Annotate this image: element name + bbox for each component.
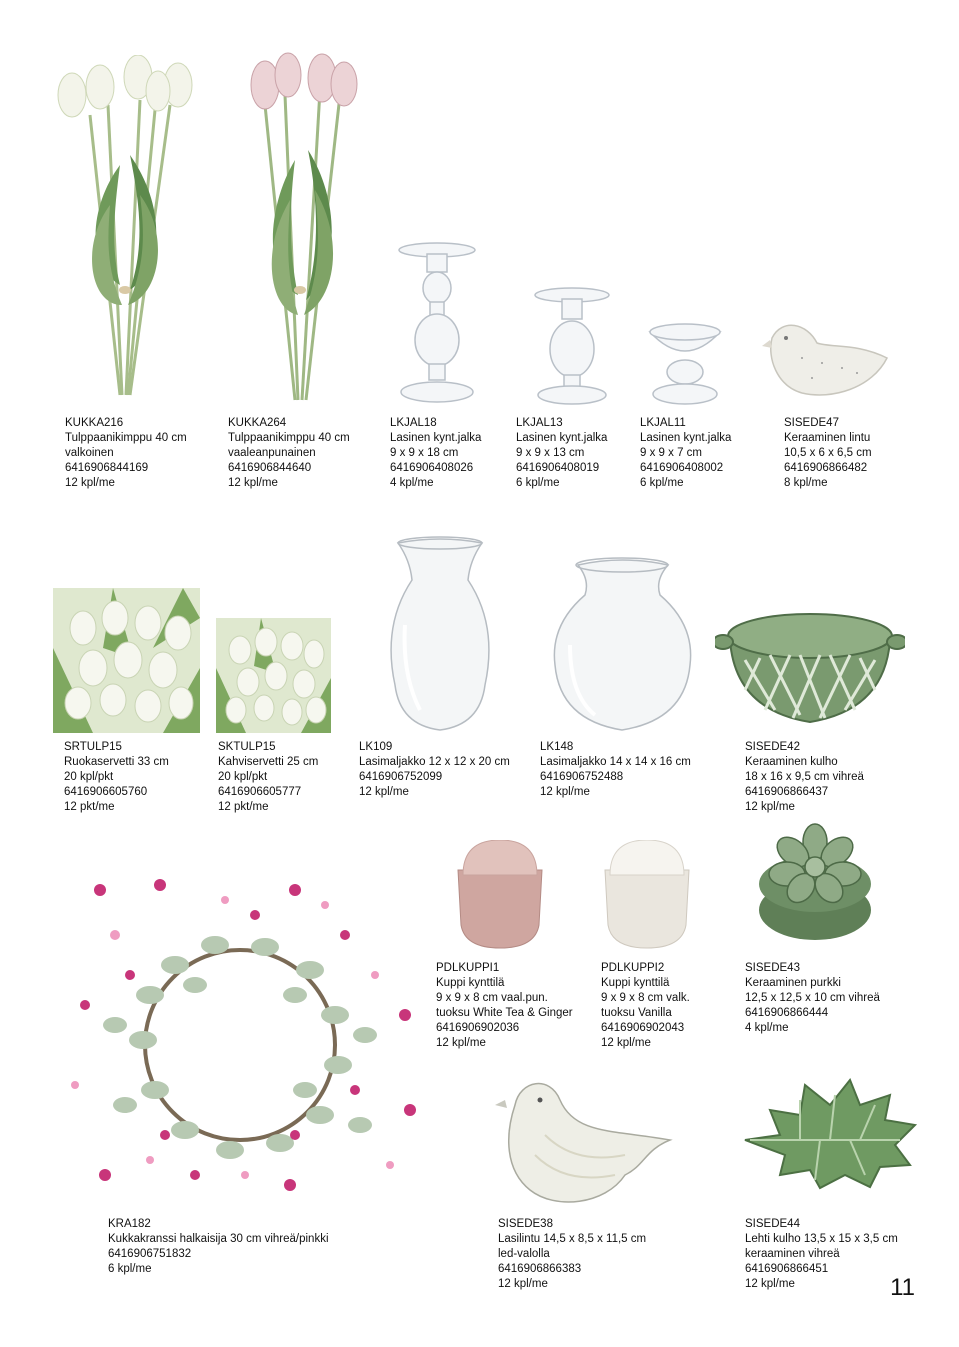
product-line: 6416906752488 bbox=[540, 771, 624, 783]
product-line: 8 kpl/me bbox=[784, 477, 828, 489]
product-line: 9 x 9 x 18 cm bbox=[390, 447, 459, 459]
product-line: 6416906408026 bbox=[390, 462, 474, 474]
napkin-33-image bbox=[53, 588, 200, 733]
product-line: 4 kpl/me bbox=[745, 1022, 789, 1034]
product-line: 12 kpl/me bbox=[436, 1037, 486, 1049]
product-line: 12 pkt/me bbox=[218, 801, 269, 813]
product-line: Ruokaservetti 33 cm bbox=[64, 756, 169, 768]
product-line: 12 kpl/me bbox=[359, 786, 409, 798]
product-kra182 bbox=[108, 1217, 329, 1277]
product-line: Lasimaljakko 12 x 12 x 20 cm bbox=[359, 756, 510, 768]
product-line: 9 x 9 x 7 cm bbox=[640, 447, 702, 459]
product-code: SISEDE38 bbox=[498, 1218, 553, 1230]
flower-wreath-image bbox=[55, 875, 425, 1205]
glass-candleholder-13-image bbox=[530, 285, 615, 408]
napkin-25-image bbox=[216, 618, 331, 733]
product-line: 6416906866383 bbox=[498, 1263, 582, 1275]
product-line: Lasinen kynt.jalka bbox=[516, 432, 608, 444]
product-line: Tulppaanikimppu 40 cm bbox=[228, 432, 350, 444]
product-sisede42 bbox=[745, 740, 864, 815]
leaf-bowl-image bbox=[740, 1075, 918, 1190]
product-line: 6416906866444 bbox=[745, 1007, 829, 1019]
product-line: Kuppi kynttilä bbox=[436, 977, 505, 989]
product-line: 6416906866437 bbox=[745, 786, 829, 798]
product-line: 6 kpl/me bbox=[516, 477, 560, 489]
product-line: 6416906408002 bbox=[640, 462, 724, 474]
product-line: 12 kpl/me bbox=[65, 477, 115, 489]
page-number: 11 bbox=[890, 1274, 915, 1301]
product-line: led-valolla bbox=[498, 1248, 550, 1260]
product-line: 6 kpl/me bbox=[108, 1263, 152, 1275]
product-line: 20 kpl/pkt bbox=[218, 771, 268, 783]
product-line: 6 kpl/me bbox=[640, 477, 684, 489]
product-code: SRTULP15 bbox=[64, 741, 122, 753]
product-code: KUKKA216 bbox=[65, 417, 124, 429]
product-line: Lasinen kynt.jalka bbox=[390, 432, 482, 444]
product-line: 9 x 9 x 8 cm vaal.pun. bbox=[436, 992, 548, 1004]
ceramic-jar-image bbox=[755, 822, 875, 942]
candle-cup-pink-image bbox=[455, 840, 545, 950]
glass-vase-20-image bbox=[380, 535, 500, 735]
product-line: 6416906605760 bbox=[64, 786, 148, 798]
product-line: 6416906408019 bbox=[516, 462, 600, 474]
product-line: 6416906866482 bbox=[784, 462, 868, 474]
product-sktulp15 bbox=[218, 740, 318, 815]
product-line: Kahviservetti 25 cm bbox=[218, 756, 319, 768]
product-code: SKTULP15 bbox=[218, 741, 276, 753]
product-code: SISEDE43 bbox=[745, 962, 800, 974]
product-line: keraaminen vihreä bbox=[745, 1248, 840, 1260]
product-code: SISEDE44 bbox=[745, 1218, 800, 1230]
product-line: 12 kpl/me bbox=[601, 1037, 651, 1049]
product-srtulp15 bbox=[64, 740, 169, 815]
product-line: 12 kpl/me bbox=[745, 1278, 795, 1290]
product-line: 20 kpl/pkt bbox=[64, 771, 114, 783]
product-line: valkoinen bbox=[65, 447, 114, 459]
ceramic-basket-bowl-image bbox=[715, 600, 905, 728]
product-pdlkuppi2 bbox=[601, 961, 690, 1051]
product-line: 18 x 16 x 9,5 cm vihreä bbox=[745, 771, 864, 783]
glass-vase-16-image bbox=[550, 555, 695, 735]
product-line: tuoksu White Tea & Ginger bbox=[436, 1007, 573, 1019]
product-sisede43 bbox=[745, 961, 880, 1036]
product-line: Lehti kulho 13,5 x 15 x 3,5 cm bbox=[745, 1233, 898, 1245]
product-code: LKJAL18 bbox=[390, 417, 437, 429]
product-line: Kuppi kynttilä bbox=[601, 977, 670, 989]
product-lkjal13 bbox=[516, 416, 607, 491]
tulip-bouquet-white-image bbox=[50, 55, 200, 410]
product-lkjal18 bbox=[390, 416, 481, 491]
product-kukka264 bbox=[228, 416, 350, 491]
product-line: 6416906752099 bbox=[359, 771, 443, 783]
product-line: Kukkakranssi halkaisija 30 cm vihreä/pinkki bbox=[108, 1233, 329, 1245]
product-line: 6416906605777 bbox=[218, 786, 302, 798]
product-line: 12 kpl/me bbox=[498, 1278, 548, 1290]
candle-cup-white-image bbox=[602, 840, 692, 950]
product-code: SISEDE42 bbox=[745, 741, 800, 753]
tulip-bouquet-pink-image bbox=[240, 50, 365, 410]
product-lkjal11 bbox=[640, 416, 731, 491]
product-line: Tulppaanikimppu 40 cm bbox=[65, 432, 187, 444]
product-line: 4 kpl/me bbox=[390, 477, 434, 489]
product-lk148 bbox=[540, 740, 691, 800]
product-line: 6416906902036 bbox=[436, 1022, 520, 1034]
product-line: tuoksu Vanilla bbox=[601, 1007, 672, 1019]
product-code: SISEDE47 bbox=[784, 417, 839, 429]
ceramic-bird-image bbox=[762, 318, 897, 400]
glass-bird-image bbox=[495, 1075, 673, 1210]
product-code: PDLKUPPI1 bbox=[436, 962, 500, 974]
product-code: LK148 bbox=[540, 741, 574, 753]
product-code: LKJAL13 bbox=[516, 417, 563, 429]
product-code: PDLKUPPI2 bbox=[601, 962, 665, 974]
product-line: 12 kpl/me bbox=[228, 477, 278, 489]
product-code: LK109 bbox=[359, 741, 393, 753]
product-line: 6416906866451 bbox=[745, 1263, 829, 1275]
product-line: 6416906844640 bbox=[228, 462, 312, 474]
product-sisede38 bbox=[498, 1217, 646, 1292]
product-line: Keraaminen purkki bbox=[745, 977, 841, 989]
glass-candleholder-7-image bbox=[645, 320, 725, 408]
product-line: Keraaminen kulho bbox=[745, 756, 838, 768]
product-code: KUKKA264 bbox=[228, 417, 287, 429]
product-line: Lasilintu 14,5 x 8,5 x 11,5 cm bbox=[498, 1233, 647, 1245]
product-line: Lasinen kynt.jalka bbox=[640, 432, 732, 444]
product-pdlkuppi1 bbox=[436, 961, 573, 1051]
product-lk109 bbox=[359, 740, 510, 800]
product-line: 10,5 x 6 x 6,5 cm bbox=[784, 447, 872, 459]
product-line: 6416906844169 bbox=[65, 462, 149, 474]
product-kukka216 bbox=[65, 416, 187, 491]
product-line: Lasimaljakko 14 x 14 x 16 cm bbox=[540, 756, 691, 768]
product-line: 9 x 9 x 13 cm bbox=[516, 447, 585, 459]
product-code: KRA182 bbox=[108, 1218, 151, 1230]
product-line: 12,5 x 12,5 x 10 cm vihreä bbox=[745, 992, 880, 1004]
product-line: 6416906751832 bbox=[108, 1248, 192, 1260]
product-line: 9 x 9 x 8 cm valk. bbox=[601, 992, 690, 1004]
product-line: 12 kpl/me bbox=[540, 786, 590, 798]
product-line: 12 kpl/me bbox=[745, 801, 795, 813]
glass-candleholder-18-image bbox=[395, 240, 480, 408]
product-code: LKJAL11 bbox=[640, 417, 686, 429]
product-line: vaaleanpunainen bbox=[228, 447, 316, 459]
product-line: 12 pkt/me bbox=[64, 801, 115, 813]
product-sisede47 bbox=[784, 416, 872, 491]
product-line: Keraaminen lintu bbox=[784, 432, 871, 444]
product-sisede44 bbox=[745, 1217, 898, 1292]
product-line: 6416906902043 bbox=[601, 1022, 685, 1034]
